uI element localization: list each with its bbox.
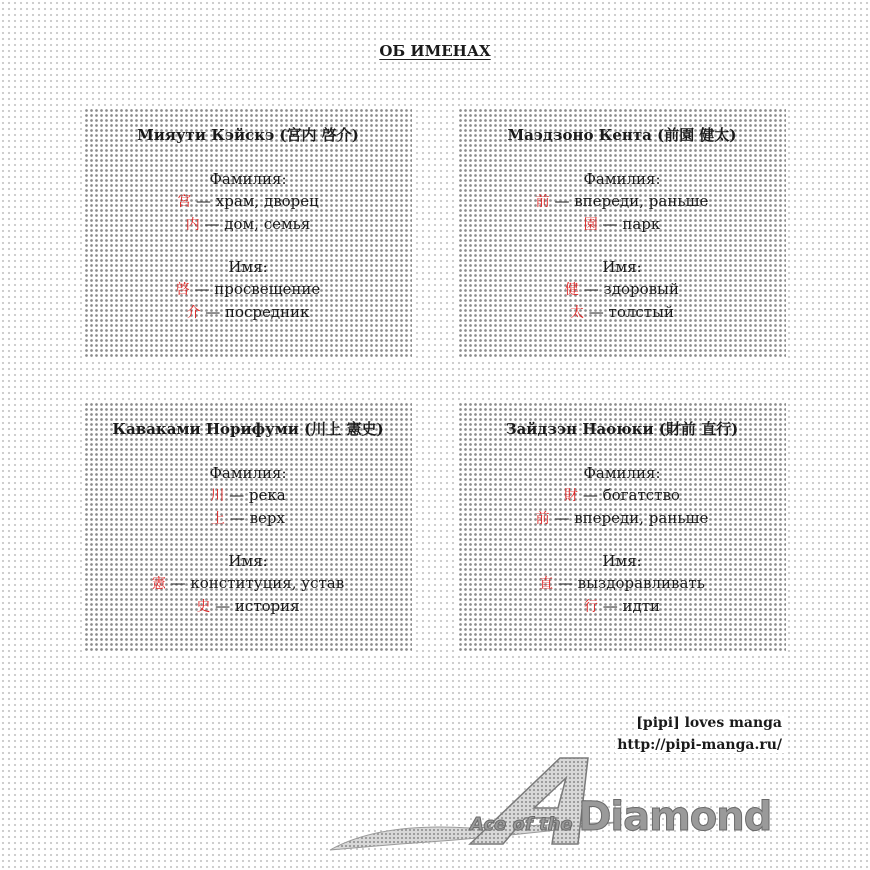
kanji-char: 介 bbox=[186, 305, 201, 321]
card-title: Мияути Кэйскэ (宮内 啓介) bbox=[137, 126, 359, 144]
logo-big-text: Diamond bbox=[578, 794, 772, 840]
kanji-char: 宮 bbox=[177, 194, 192, 210]
surname-label: Фамилия: bbox=[583, 464, 661, 482]
credits-group-name: [pipi] loves manga bbox=[636, 715, 782, 731]
kanji-line bbox=[458, 190, 786, 213]
surname-label: Фамилия: bbox=[583, 170, 661, 188]
page-title-text: ОБ ИМЕНАХ bbox=[379, 42, 491, 60]
kanji-line bbox=[84, 190, 412, 213]
surname-label: Фамилия: bbox=[209, 170, 287, 188]
kanji-line bbox=[458, 572, 786, 595]
kanji-meaning: — река bbox=[229, 486, 286, 504]
name-card-kawakami bbox=[84, 402, 412, 652]
kanji-line bbox=[458, 278, 786, 301]
kanji-meaning: — впереди, раньше bbox=[554, 509, 709, 527]
ace-of-the-diamond-logo bbox=[320, 752, 790, 852]
kanji-line bbox=[458, 301, 786, 324]
kanji-meaning: — впереди, раньше bbox=[554, 192, 709, 210]
kanji-char: 前 bbox=[535, 194, 550, 210]
kanji-meaning: — дом, семья bbox=[204, 215, 311, 233]
kanji-line bbox=[84, 278, 412, 301]
kanji-char: 行 bbox=[583, 599, 598, 615]
kanji-line bbox=[458, 484, 786, 507]
surname-label: Фамилия: bbox=[209, 464, 287, 482]
kanji-char: 啓 bbox=[175, 282, 190, 298]
card-title: Каваками Норифуми (川上 憲史) bbox=[112, 420, 384, 438]
kanji-char: 太 bbox=[569, 305, 584, 321]
logo-wordmark bbox=[470, 794, 771, 840]
kanji-char: 上 bbox=[211, 511, 226, 527]
page-title bbox=[0, 42, 870, 60]
given-name-label: Имя: bbox=[602, 552, 642, 570]
credits-url[interactable]: http://pipi-manga.ru/ bbox=[617, 737, 782, 753]
kanji-char: 財 bbox=[564, 488, 579, 504]
card-title: Зайдзэн Наоюки (財前 直行) bbox=[505, 420, 739, 438]
kanji-meaning: — богатство bbox=[582, 486, 680, 504]
kanji-char: 前 bbox=[535, 511, 550, 527]
kanji-line bbox=[84, 507, 412, 530]
kanji-meaning: — верх bbox=[229, 509, 285, 527]
kanji-meaning: — конституция, устав bbox=[170, 574, 345, 592]
kanji-meaning: — просвещение bbox=[194, 280, 321, 298]
given-name-label: Имя: bbox=[228, 258, 268, 276]
kanji-char: 直 bbox=[539, 576, 554, 592]
given-name-label: Имя: bbox=[228, 552, 268, 570]
kanji-line bbox=[458, 595, 786, 618]
given-name-label: Имя: bbox=[602, 258, 642, 276]
kanji-char: 憲 bbox=[151, 576, 166, 592]
kanji-meaning: — парк bbox=[602, 215, 661, 233]
kanji-meaning: — история bbox=[215, 597, 300, 615]
kanji-meaning: — посредник bbox=[205, 303, 310, 321]
name-card-maezono bbox=[458, 108, 786, 358]
name-card-miyauchi bbox=[84, 108, 412, 358]
kanji-line bbox=[84, 213, 412, 236]
kanji-line bbox=[458, 507, 786, 530]
kanji-char: 内 bbox=[185, 217, 200, 233]
kanji-meaning: — храм, дворец bbox=[195, 192, 319, 210]
kanji-char: 史 bbox=[196, 599, 211, 615]
kanji-line bbox=[84, 301, 412, 324]
kanji-line bbox=[84, 484, 412, 507]
kanji-meaning: — здоровый bbox=[583, 280, 679, 298]
kanji-meaning: — толстый bbox=[588, 303, 675, 321]
kanji-char: 川 bbox=[210, 488, 225, 504]
kanji-meaning: — выздоравливать bbox=[557, 574, 705, 592]
scanlation-credits bbox=[615, 712, 784, 756]
kanji-line bbox=[84, 595, 412, 618]
kanji-line bbox=[84, 572, 412, 595]
logo-small-text: Ace of the bbox=[470, 814, 573, 835]
name-card-zaizen bbox=[458, 402, 786, 652]
kanji-line bbox=[458, 213, 786, 236]
kanji-char: 健 bbox=[564, 282, 579, 298]
card-title: Маэдзоно Кента (前園 健太) bbox=[507, 126, 737, 144]
kanji-char: 園 bbox=[583, 217, 598, 233]
kanji-meaning: — идти bbox=[602, 597, 661, 615]
